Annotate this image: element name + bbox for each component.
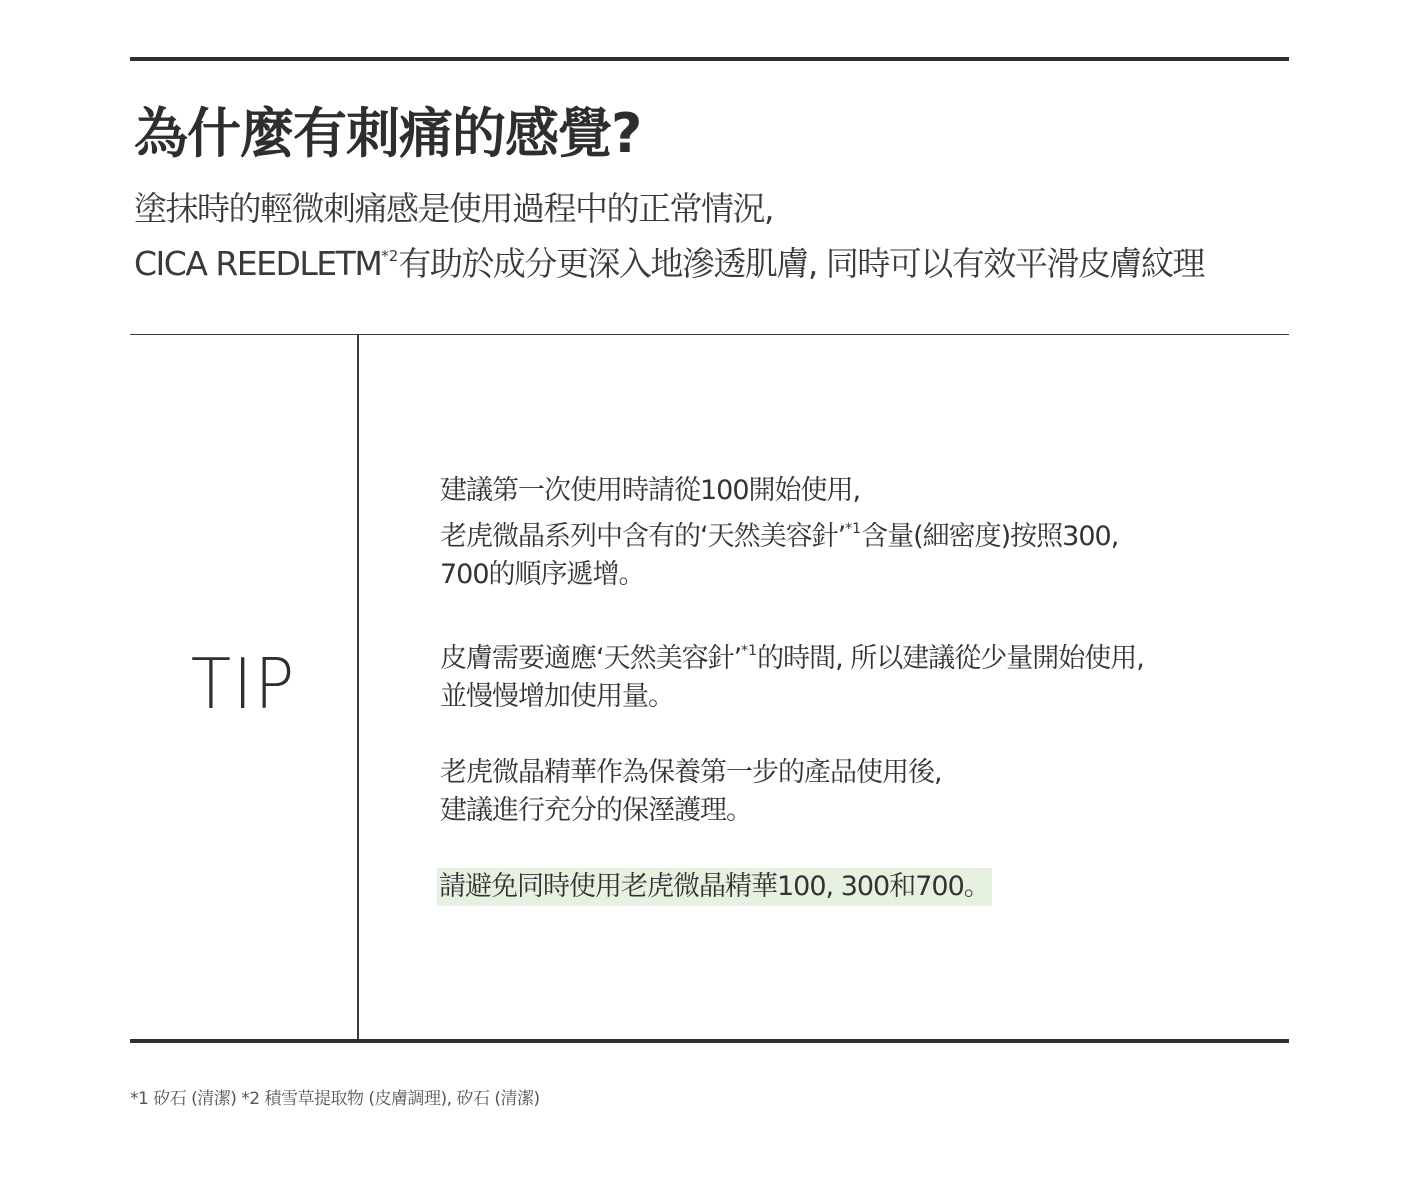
subtitle-line-1: 塗抹時的輕微刺痛感是使用過程中的正常情況, (134, 189, 773, 228)
tip-paragraph-2 (440, 632, 1290, 716)
subtitle-product-name: CICA REEDLETM (134, 244, 382, 283)
tip-3-line-1: 老虎微晶精華作為保養第一步的產品使用後, (440, 757, 942, 788)
tip-1-line-2-rest: 含量(細密度)按照300, (861, 521, 1119, 552)
footnotes: *1 矽石 (清潔) *2 積雪草提取物 (皮膚調理), 矽石 (清潔) (130, 1089, 540, 1109)
tip-2-line-1-text: 皮膚需要適應‘天然美容針’ (440, 643, 742, 674)
highlighted-warning: 請避免同時使用老虎微晶精華100, 300和700。 (437, 868, 992, 906)
tip-4-line-1 (440, 868, 1290, 906)
footnote-ref-2: *2 (381, 247, 399, 265)
tip-paragraph-4 (440, 868, 1290, 906)
top-divider (130, 57, 1289, 61)
tip-2-line-1 (440, 632, 1290, 678)
tip-label-text: TIP (190, 644, 297, 725)
tip-content (440, 472, 1290, 944)
tip-paragraph-1 (440, 472, 1290, 594)
tip-2-line-2: 並慢慢增加使用量。 (440, 681, 674, 712)
tip-1-line-3: 700的順序遞增。 (440, 559, 645, 590)
tip-table-top-border (130, 334, 1289, 335)
footnote-ref-1: *1 (845, 521, 862, 537)
tip-label (130, 645, 357, 725)
tip-2-line-1-rest: 的時間, 所以建議從少量開始使用, (757, 643, 1144, 674)
subtitle-line-2 (134, 234, 1314, 286)
tip-paragraph-3 (440, 754, 1290, 830)
tip-table-column-divider (357, 335, 359, 1040)
tip-3-line-2: 建議進行充分的保溼護理。 (440, 795, 752, 826)
tip-table-bottom-border (130, 1039, 1289, 1043)
footnote-ref-1: *1 (741, 643, 758, 659)
tip-1-line-2-text: 老虎微晶系列中含有的‘天然美容針’ (440, 521, 846, 552)
subtitle-line-2-text: 有助於成分更深入地滲透肌膚, 同時可以有效平滑皮膚紋理 (398, 244, 1204, 283)
page-title: 為什麼有刺痛的感覺? (134, 102, 642, 165)
tip-1-line-2 (440, 510, 1290, 556)
tip-1-line-1: 建議第一次使用時請從100開始使用, (440, 475, 861, 506)
